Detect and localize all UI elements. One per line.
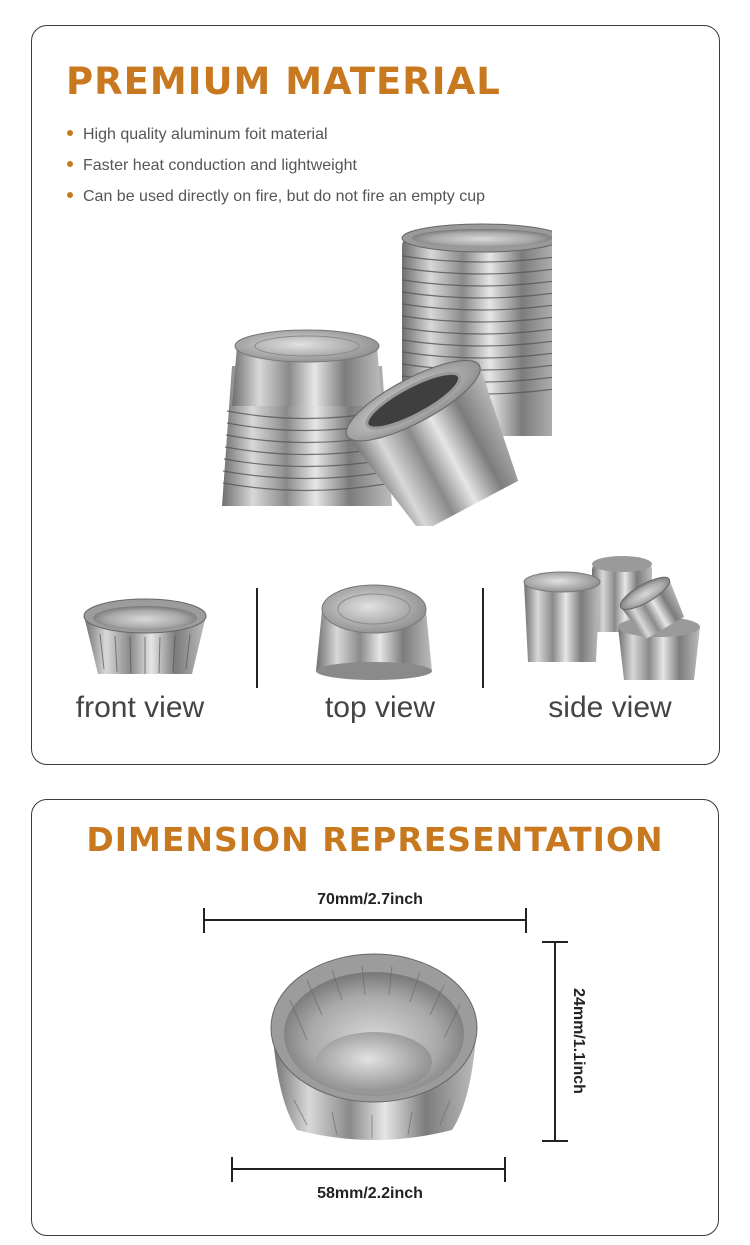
height-measure [542, 942, 587, 1141]
feature-item: High quality aluminum foit material [67, 124, 485, 155]
side-view-label: side view [548, 691, 672, 724]
bottom-width-label: 58mm/2.2inch [317, 1185, 423, 1202]
feature-item: Faster heat conduction and lightweight [67, 155, 485, 186]
feature-item: Can be used directly on fire, but do not fire an empty cup [67, 186, 485, 217]
divider [256, 588, 258, 688]
bullet-dot-icon [67, 161, 73, 167]
side-view-image [522, 552, 704, 682]
top-width-measure [204, 891, 526, 933]
dimension-title: DIMENSION REPRESENTATION [86, 820, 664, 859]
cup-image [271, 954, 477, 1140]
feature-list [67, 124, 485, 217]
bullet-dot-icon [67, 130, 73, 136]
dimension-panel [31, 799, 719, 1236]
front-view-label: front view [75, 691, 205, 724]
bullet-dot-icon [67, 192, 73, 198]
bottom-width-measure [232, 1157, 505, 1202]
height-label: 24mm/1.1inch [570, 988, 587, 1094]
divider [482, 588, 484, 688]
top-view-label: top view [324, 691, 436, 724]
stacked-cups-image [192, 216, 552, 526]
premium-material-title: PREMIUM MATERIAL [66, 60, 501, 103]
top-width-label: 70mm/2.7inch [317, 891, 423, 908]
premium-material-panel [31, 25, 720, 765]
top-view-image [314, 581, 434, 681]
dimension-diagram [32, 800, 720, 1237]
front-view-image [80, 594, 210, 679]
